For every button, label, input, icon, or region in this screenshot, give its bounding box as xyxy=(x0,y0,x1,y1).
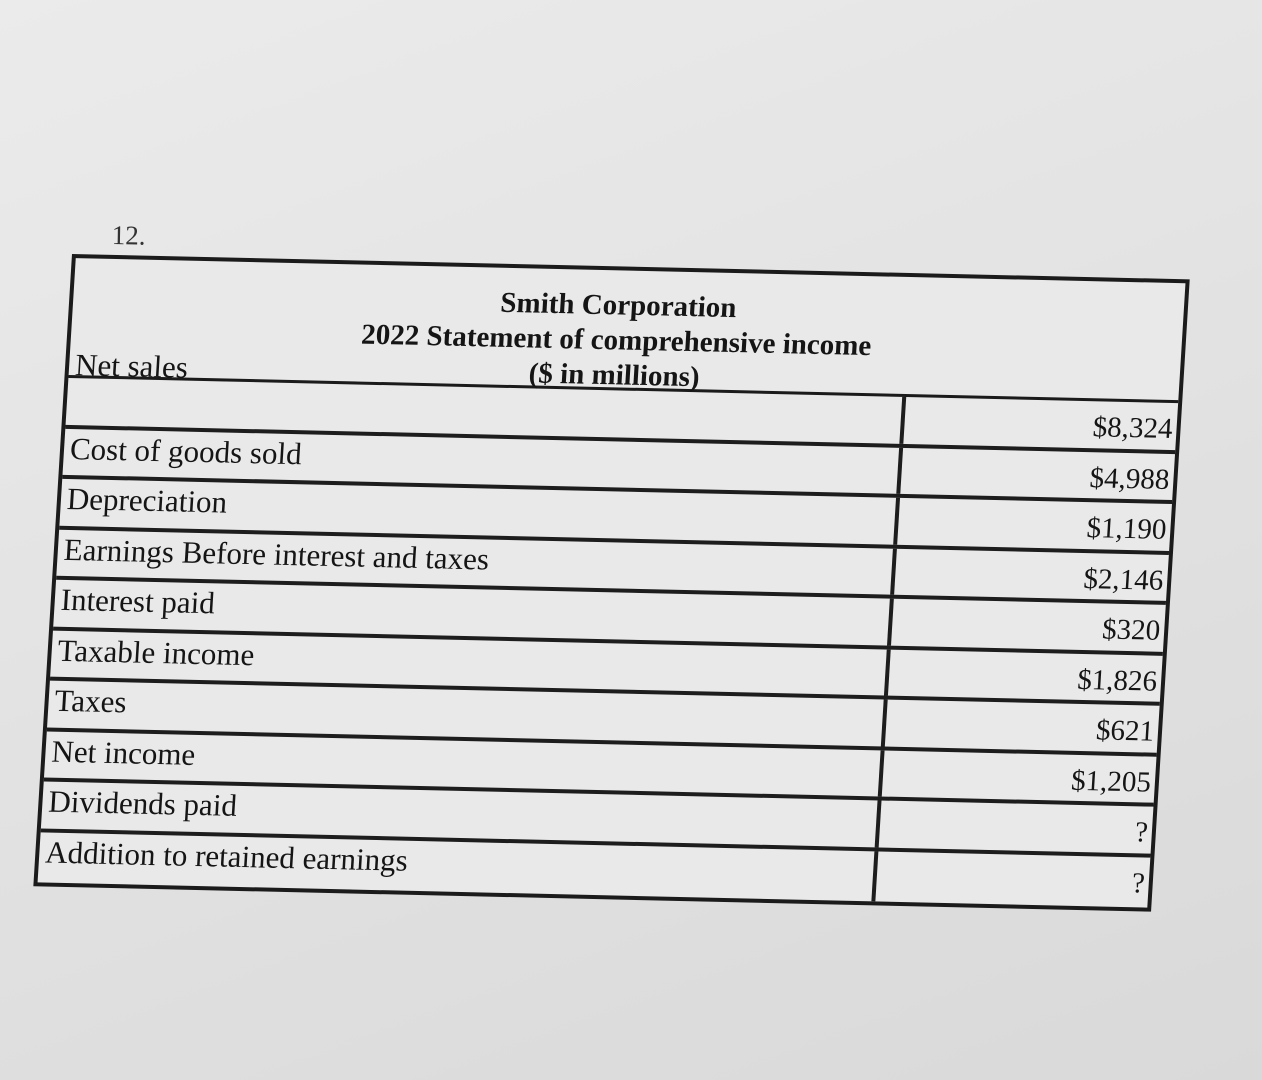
row-label: Addition to retained earnings xyxy=(44,834,409,878)
problem-number: 12. xyxy=(111,220,146,251)
row-value: $8,324 xyxy=(899,397,1178,450)
row-label: Taxes xyxy=(53,682,128,720)
row-label: Taxable income xyxy=(56,632,256,672)
row-value: ? xyxy=(875,800,1154,853)
statement-units: ($ in millions) xyxy=(527,357,701,394)
row-value: $2,146 xyxy=(890,548,1169,601)
row-value: $320 xyxy=(887,599,1166,652)
statement-title: 2022 Statement of comprehensive income xyxy=(360,318,873,363)
row-label: Depreciation xyxy=(65,480,229,520)
row-value: $621 xyxy=(881,700,1160,753)
row-label: Net income xyxy=(50,733,197,772)
row-value: $1,190 xyxy=(893,498,1172,551)
row-label: Net sales xyxy=(74,347,190,385)
row-label: Dividends paid xyxy=(47,783,239,823)
row-label: Cost of goods sold xyxy=(69,430,303,471)
row-label: Interest paid xyxy=(59,581,216,621)
row-label: Earnings Before interest and taxes xyxy=(62,531,491,577)
row-value: ? xyxy=(871,851,1150,908)
row-value: $4,988 xyxy=(896,447,1175,500)
company-name: Smith Corporation xyxy=(499,286,738,325)
row-value: $1,205 xyxy=(878,750,1157,803)
row-value: $1,826 xyxy=(884,649,1163,702)
income-statement-table xyxy=(33,254,1189,912)
